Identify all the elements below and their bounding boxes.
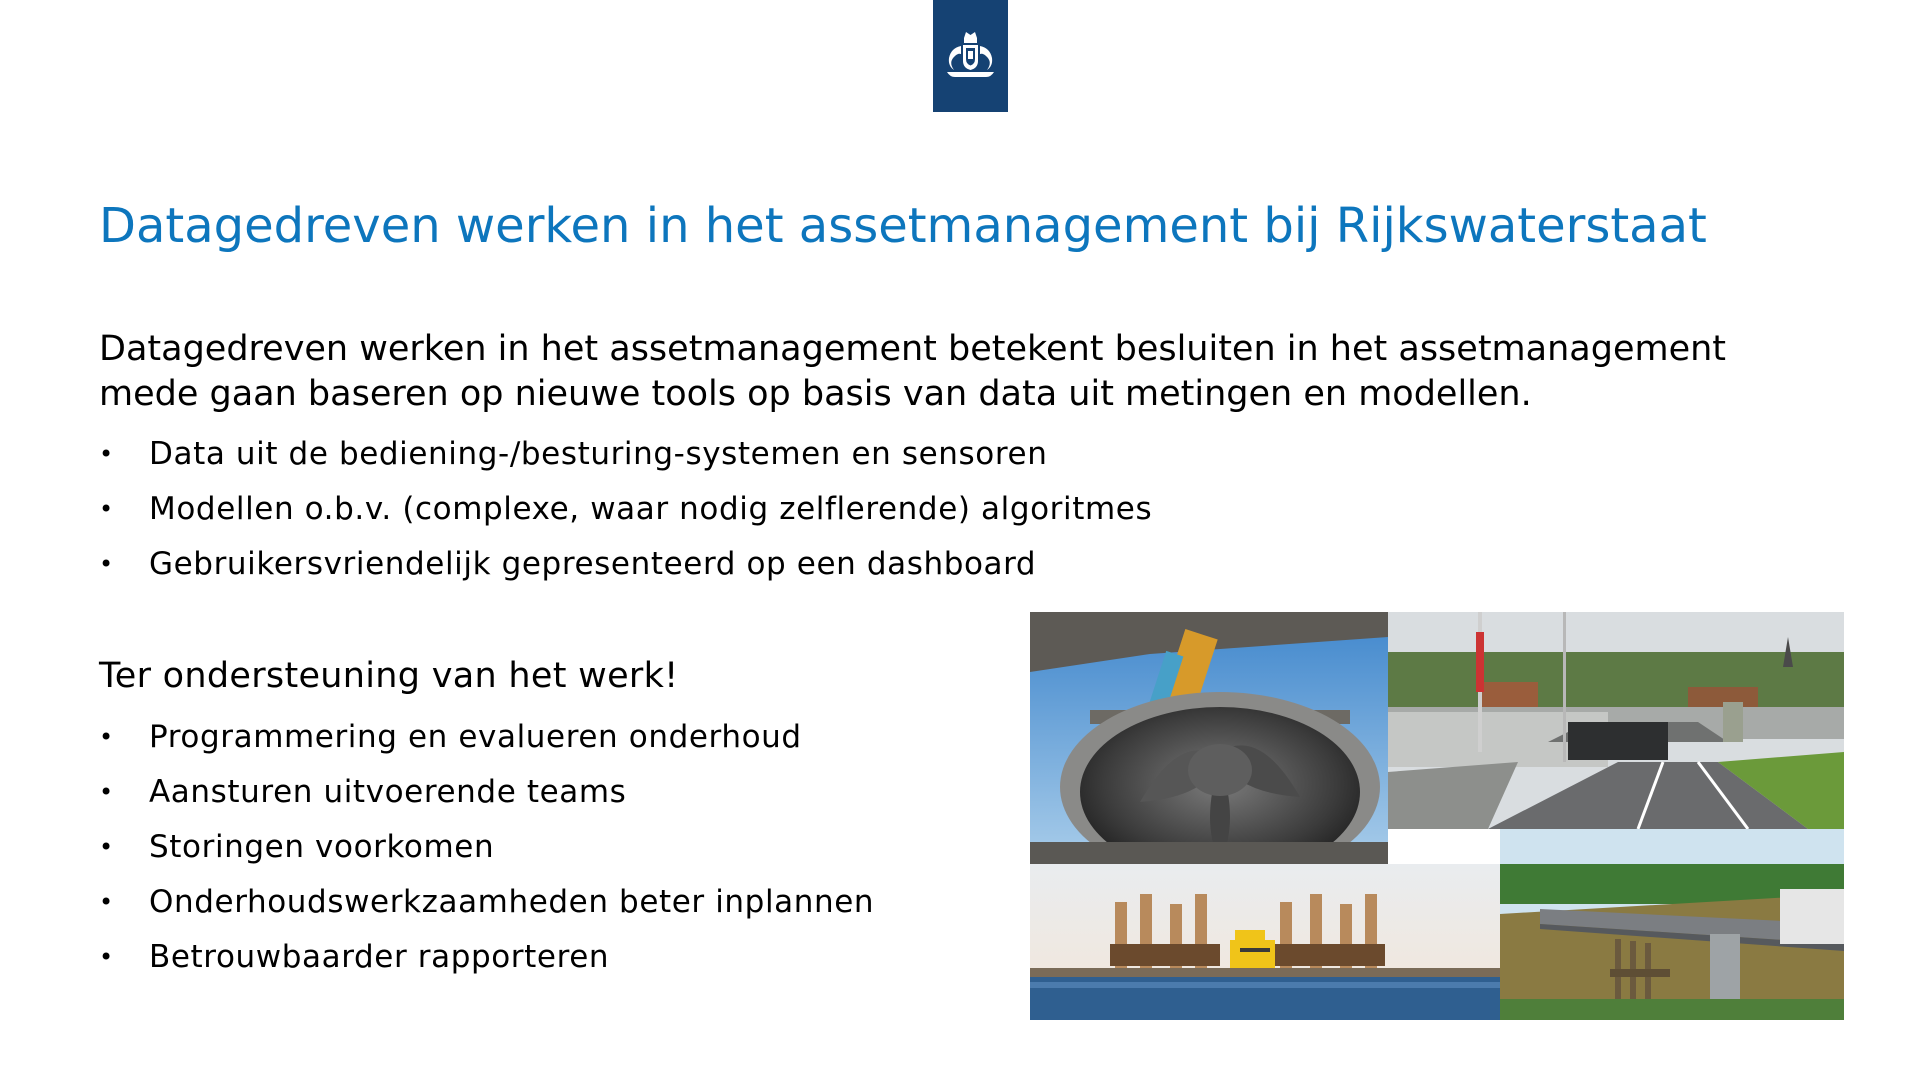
list-item-text: Betrouwbaarder rapporteren	[149, 939, 610, 975]
list-item-text: Programmering en evalueren onderhoud	[149, 719, 802, 755]
list-item-text: Gebruikersvriendelijk gepresenteerd op een dashboard	[149, 546, 1037, 582]
bullet-icon: •	[99, 723, 114, 751]
data-sources-list	[99, 427, 1152, 592]
list-item-text: Modellen o.b.v. (complexe, waar nodig zelflerende) algoritmes	[149, 491, 1153, 527]
bullet-icon: •	[99, 495, 114, 523]
bullet-icon: •	[99, 943, 114, 971]
bullet-icon: •	[99, 778, 114, 806]
support-list	[99, 710, 874, 985]
bullet-icon: •	[99, 440, 114, 468]
list-item	[99, 765, 874, 820]
pump-propeller-photo	[1030, 612, 1388, 864]
bullet-icon: •	[99, 550, 114, 578]
intro-paragraph: Datagedreven werken in het assetmanagement betekent besluiten in het assetmanagement mede gaan baseren op nieuwe tools op basis van data uit metingen en modellen.	[99, 329, 1727, 414]
list-item	[99, 482, 1152, 537]
list-item	[99, 820, 874, 875]
bullet-icon: •	[99, 888, 114, 916]
list-item	[99, 537, 1152, 592]
page-title: Datagedreven werken in het assetmanagement bij Rijkswaterstaat	[99, 198, 1707, 254]
rijksoverheid-logo	[933, 0, 1008, 112]
bridge-lock-photo	[1500, 829, 1844, 1020]
list-item	[99, 427, 1152, 482]
bullet-icon: •	[99, 833, 114, 861]
list-item-text: Aansturen uitvoerende teams	[149, 774, 627, 810]
coat-of-arms-icon	[933, 0, 1008, 112]
list-item-text: Storingen voorkomen	[149, 829, 495, 865]
support-heading: Ter ondersteuning van het werk!	[99, 656, 679, 696]
list-item	[99, 875, 874, 930]
list-item	[99, 710, 874, 765]
list-item	[99, 930, 874, 985]
tunnel-road-photo	[1388, 612, 1844, 829]
list-item-text: Data uit de bediening-/besturing-systemen en sensoren	[149, 436, 1048, 472]
list-item-text: Onderhoudswerkzaamheden beter inplannen	[149, 884, 875, 920]
storm-surge-barrier-photo	[1030, 864, 1500, 1020]
